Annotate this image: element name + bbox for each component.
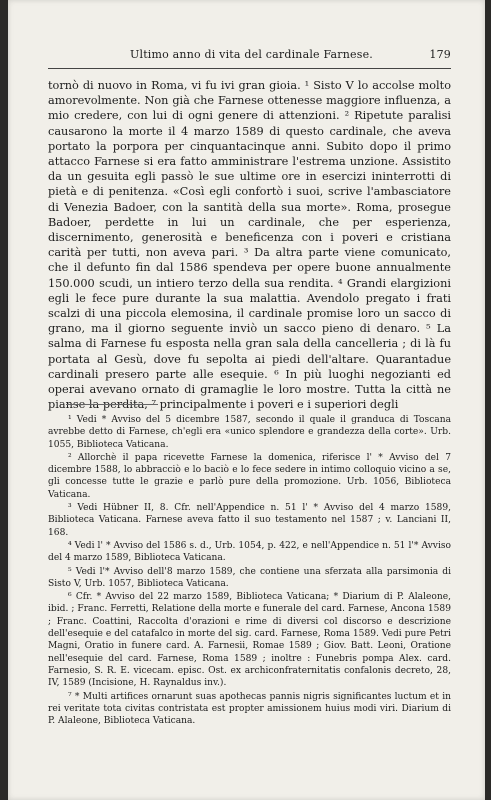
footnote-3: ³ Vedi Hübner II, 8. Cfr. nell'Appendice n. 51 l' * Avviso del 4 marzo 1589, Biblioteca Vaticana. Farnese aveva fatto il suo testamento nel 1587 ; v. Lanciani II, 168. xyxy=(48,503,451,538)
footnote-5: ⁵ Vedi l'* Avviso dell'8 marzo 1589, che contiene una sferzata alla parsimonia di Sisto V, Urb. 1057, Biblioteca Vaticana. xyxy=(48,566,451,589)
main-text xyxy=(48,78,451,412)
footnote-6: ⁶ Cfr. * Avviso del 22 marzo 1589, Biblioteca Vaticana; * Diarium di P. Alaleone, ibid. ; Franc. Ferretti, Relatione della morte e funerale del card. Farnese, Ancona 1589 ; Franc. Coattini, Raccolta d'orazioni e rime di diversi col discorso e descrizione dell'esequie e del catafalco in morte del sig. card. Farnese, Roma 1589. Vedi pure Petri Magni, Oratio in funere card. A. Farnesii, Romae 1589 ; Giov. Batt. Leoni, Oratione nell'esequie del card. Farnese, Roma 1589 ; inoltre : Funebris pompa Alex. card. Farnesio, S. R. E. vicecam. episc. Ost. ex archiconfraternitatis confalonis decreto, 28, IV, 1589 (Incisione, H. Raynaldus inv.). xyxy=(48,592,451,689)
footnote-7: ⁷ * Multi artifices ornarunt suas apothecas pannis nigris significantes luctum et in rei veritate tota civitas contristata est propter amissionem huius modi viri. Diarium di P. Alaleone, Biblioteca Vaticana. xyxy=(48,691,451,727)
running-header xyxy=(48,48,451,66)
header-rule xyxy=(48,68,451,69)
footnote-separator xyxy=(66,404,158,405)
footnote-2: ² Allorchè il papa ricevette Farnese la domenica, riferisce l' * Avviso del 7 dicembre 1588, lo abbracciò e lo baciò e lo fece sedere in intimo colloquio vicino a se, gli concesse tutte le grazie e parlò pure della promozione. Urb. 1056, Biblioteca Vaticana. xyxy=(48,452,451,500)
running-title: Ultimo anno di vita del cardinale Farnese. xyxy=(130,48,374,61)
footnote-4: ⁴ Vedi l' * Avviso del 1586 s. d., Urb. 1054, p. 422, e nell'Appendice n. 51 l'* Avviso del 4 marzo 1589, Biblioteca Vaticana. xyxy=(48,540,451,564)
page-number: 179 xyxy=(429,48,451,61)
footnote-1: ¹ Vedi * Avviso del 5 dicembre 1587, secondo il quale il granduca di Toscana avrebbe detto di Farnese, ch'egli era «unico splendore e grandezza della corte». Urb. 1055, Biblioteca Vaticana. xyxy=(48,415,451,450)
body-paragraph: tornò di nuovo in Roma, vi fu ivi gran gioia. ¹ Sisto V lo accolse molto amorevolmente. Non già che Farnese ottenesse maggiore influenza, a mio credere, con lui di ogni genere di attenzioni. ² Ripetute paralisi causarono la morte il 4 marzo 1589 di questo cardinale, che aveva portato la porpora per cinquantacinque anni. Subito dopo il primo attacco Farnese si era fatto amministrare l'estrema unzione. Assistito da un gesuita egli passò le sue ultime ore in esercizi ininterrotti di pietà e di penitenza. «Così egli confortò i suoi, scrive l'ambasciatore di Venezia Badoer, con la santità della sua morte». Roma, prosegue Badoer, perdette in lui un cardinale, che per esperienza, discernimento, generosità e beneficenza con i poveri e cristiana carità per tutti, non aveva pari. ³ Da altra parte viene comunicato, che il defunto fin dal 1586 spendeva per opere buone annualmente 150.000 scudi, un intiero terzo della sua rendita. ⁴ Grandi elargizioni egli le fece pure durante la sua malattia. Avendolo pregato i frati scalzi di una piccola elemosina, il cardinale promise loro un sacco di grano, ma il giorno seguente inviò un sacco pieno di denaro. ⁵ La salma di Farnese fu esposta nella gran sala della cancelleria ; di là fu portata al Gesù, dove fu sepolta ai piedi dell'altare. Quarantadue cardinali presero parte alle esequie. ⁶ In più luoghi negozianti ed operai avevano ornato di gramaglie le loro mostre. Tutta la città ne pianse la perdita, ⁷ principalmente i poveri e i superiori degli xyxy=(48,79,451,412)
book-page xyxy=(8,0,485,800)
footnotes xyxy=(48,414,451,728)
